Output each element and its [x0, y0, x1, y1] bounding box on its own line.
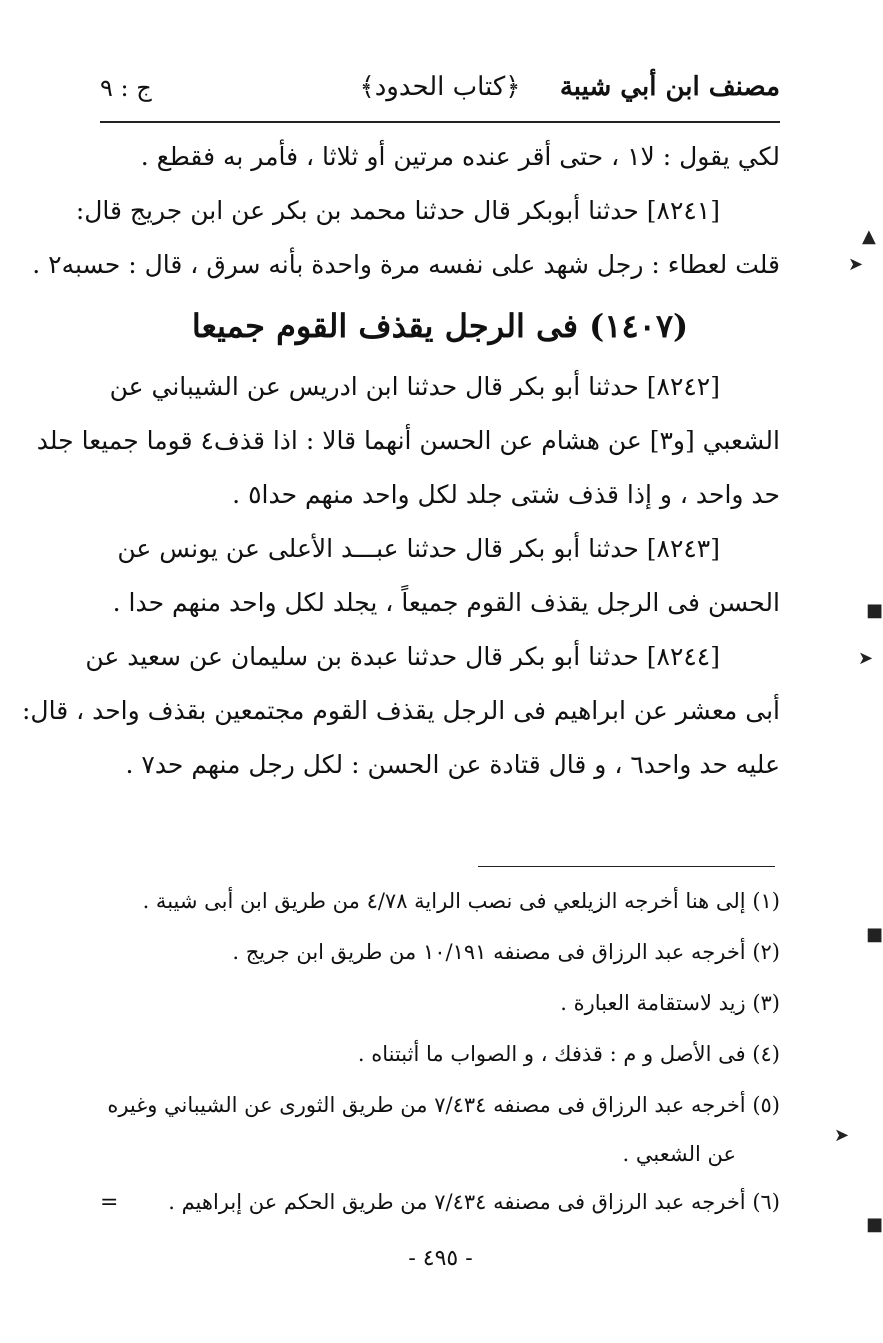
text-line: لكي يقول : لا١ ، حتى أقر عنده مرتين أو ثلاثا ، فأمر به فقطع .	[140, 142, 780, 171]
page-number: - ٤٩٥ -	[408, 1246, 473, 1271]
margin-arrow-icon: ➤	[848, 254, 864, 275]
margin-mark-icon: ■	[866, 1214, 883, 1235]
footnote-5-continuation: عن الشعبي .	[622, 1142, 736, 1166]
hadith-8241-line-2: قلت لعطاء : رجل شهد على نفسه مرة واحدة بأنه سرق ، قال : حسبه٢ .	[32, 250, 780, 279]
margin-arrow-icon: ➤	[858, 648, 874, 669]
footnote-4: (٤) فى الأصل و م : قذفك ، و الصواب ما أثبتناه .	[357, 1042, 780, 1066]
continuation-mark: =	[100, 1190, 119, 1215]
footnote-5: (٥) أخرجه عبد الرزاق فى مصنفه ٧/٤٣٤ من طريق الثورى عن الشيباني وغيره	[107, 1093, 780, 1117]
header-rule	[100, 121, 780, 123]
main-text	[21, 130, 780, 792]
footnote-1: (١) إلى هنا أخرجه الزيلعي فى نصب الراية ٤/٧٨ من طريق ابن أبى شيبة .	[142, 889, 780, 913]
footnote-2: (٢) أخرجه عبد الرزاق فى مصنفه ١٠/١٩١ من طريق ابن جريج .	[232, 940, 780, 964]
volume-number: ج : ٩	[100, 74, 152, 102]
footnote-6-text: (٦) أخرجه عبد الرزاق فى مصنفه ٧/٤٣٤ من طريق الحكم عن إبراهيم .	[168, 1190, 780, 1214]
hadith-8244-line-2: أبى معشر عن ابراهيم فى الرجل يقذف القوم مجتمعين بقذف واحد ، قال:	[21, 696, 780, 725]
margin-arrow-icon: ➤	[834, 1125, 850, 1146]
footnote-6	[100, 1177, 780, 1228]
book-section-title: ﴿كتاب الحدود﴾	[359, 72, 521, 102]
margin-mark-icon: ■	[866, 600, 883, 621]
margin-mark-icon: ■	[866, 924, 883, 945]
hadith-8244-line-1: [٨٢٤٤] حدثنا أبو بكر قال حدثنا عبدة بن سليمان عن سعيد عن	[85, 642, 720, 671]
hadith-8243-line-1: [٨٢٤٣] حدثنا أبو بكر قال حدثنا عبـــد الأعلى عن يونس عن	[117, 534, 720, 563]
hadith-8243-line-2: الحسن فى الرجل يقذف القوم جميعاً ، يجلد لكل واحد منهم حدا .	[112, 588, 780, 617]
hadith-8241-line-1: [٨٢٤١] حدثنا أبوبكر قال حدثنا محمد بن بكر عن ابن جريج قال:	[75, 196, 720, 225]
footnotes	[100, 876, 780, 1228]
hadith-8242-line-2: الشعبي [و٣] عن هشام عن الحسن أنهما قالا : اذا قذف٤ قوما جميعا جلد	[36, 426, 780, 455]
margin-mark-icon: ▲	[862, 226, 876, 247]
hadith-8242-line-3: حد واحد ، و إذا قذف شتى جلد لكل واحد منهم حدا٥ .	[232, 480, 780, 509]
running-header	[100, 68, 780, 112]
footnote-rule	[478, 866, 775, 867]
book-title: مصنف ابن أبي شيبة	[559, 72, 780, 102]
hadith-8242-line-1: [٨٢٤٢] حدثنا أبو بكر قال حدثنا ابن ادريس عن الشيباني عن	[109, 372, 720, 401]
chapter-heading: (١٤٠٧) فى الرجل يقذف القوم جميعا	[191, 307, 689, 345]
hadith-8244-line-3: عليه حد واحد٦ ، و قال قتادة عن الحسن : لكل رجل منهم حد٧ .	[125, 750, 780, 779]
footnote-3: (٣) زيد لاستقامة العبارة .	[560, 991, 780, 1015]
